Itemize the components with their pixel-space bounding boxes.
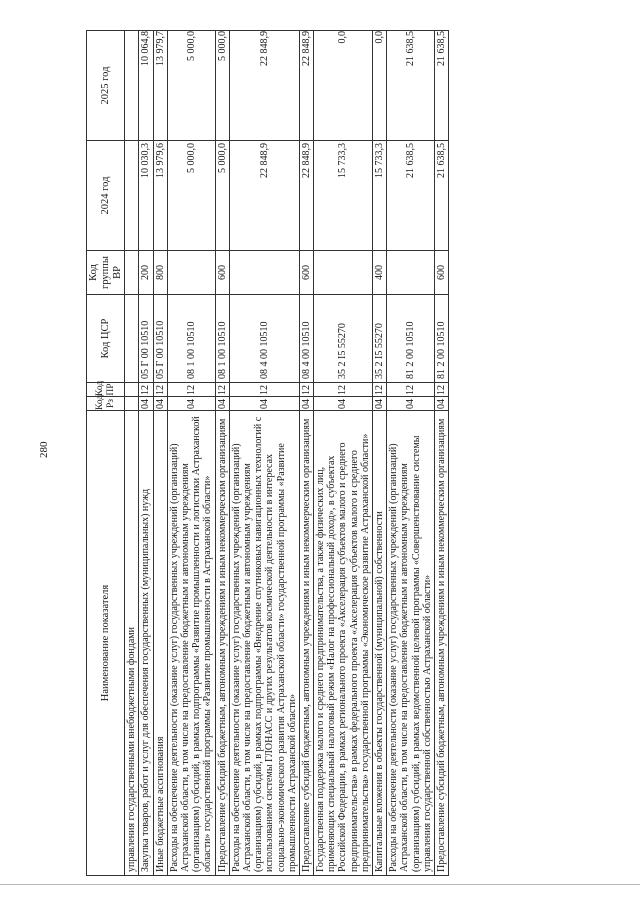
cell-rz: 04 [314, 397, 373, 411]
cell-2024: 15 733,3 [314, 141, 373, 251]
cell-rz: 04 [215, 397, 229, 411]
cell-csr: 08 4 00 10510 [299, 295, 313, 383]
rotated-page [86, 31, 449, 876]
cell-rz: 04 [229, 397, 299, 411]
cell-csr: 08 1 00 10510 [215, 295, 229, 383]
cell-name: Иные бюджетные ассигнования [153, 411, 167, 876]
cell-2025: 5 000,0 [215, 31, 229, 141]
header-pr: Код ПР [87, 383, 125, 397]
cell-vr [387, 251, 435, 295]
cell-pr: 12 [299, 383, 313, 397]
cell-pr: 12 [387, 383, 435, 397]
cell-pr: 12 [139, 383, 153, 397]
cell-vr: 400 [373, 251, 387, 295]
cell-csr: 81 2 00 10510 [434, 295, 448, 383]
cell-name: Предоставление субсидий бюджетным, автономным учреждениям и иным некоммерческим организациям [215, 411, 229, 876]
header-rz: Код Рз [87, 397, 125, 411]
cell-2025 [125, 31, 139, 141]
cell-rz: 04 [153, 397, 167, 411]
cell-name: Расходы на обеспечение деятельности (оказание услуг) государственных учреждений (организаций) Астраханской области, в том числе на предоставление бюджетным и автономным учреждениям (организациям) субсидий, в рамках ведомственной целевой программы «Совершенствование системы управления государственной собственностью Астраханской области» [387, 411, 435, 876]
cell-csr: 05 Г 00 10510 [139, 295, 153, 383]
cell-csr: 08 1 00 10510 [167, 295, 215, 383]
table-row [139, 31, 153, 876]
cell-2025: 22 848,9 [299, 31, 313, 141]
cell-vr: 600 [215, 251, 229, 295]
cell-csr: 81 2 00 10510 [387, 295, 435, 383]
cell-2024: 13 979,6 [153, 141, 167, 251]
cell-name: Предоставление субсидий бюджетным, автономным учреждениям и иным некоммерческим организациям [434, 411, 448, 876]
cell-2024 [125, 141, 139, 251]
cell-vr [167, 251, 215, 295]
cell-name: Предоставление субсидий бюджетным, автономным учреждениям и иным некоммерческим организациям [299, 411, 313, 876]
cell-rz: 04 [139, 397, 153, 411]
cell-2025: 13 979,7 [153, 31, 167, 141]
cell-name: управления государственными внебюджетными фондами [125, 411, 139, 876]
cell-rz: 04 [434, 397, 448, 411]
cell-2025: 0,0 [373, 31, 387, 141]
cell-2024: 22 848,9 [229, 141, 299, 251]
cell-csr: 35 2 I5 55270 [373, 295, 387, 383]
cell-2024: 5 000,0 [215, 141, 229, 251]
cell-vr: 800 [153, 251, 167, 295]
cell-2024: 21 638,5 [387, 141, 435, 251]
cell-pr: 12 [314, 383, 373, 397]
cell-2024: 10 030,3 [139, 141, 153, 251]
cell-vr [125, 251, 139, 295]
table-row [299, 31, 313, 876]
cell-vr: 600 [434, 251, 448, 295]
cell-2024: 21 638,5 [434, 141, 448, 251]
cell-vr: 200 [139, 251, 153, 295]
header-2024: 2024 год [87, 141, 125, 251]
cell-2025: 21 638,5 [434, 31, 448, 141]
cell-2025: 0,0 [314, 31, 373, 141]
table-row [373, 31, 387, 876]
cell-csr: 08 4 00 10510 [229, 295, 299, 383]
cell-pr: 12 [229, 383, 299, 397]
table-row [314, 31, 373, 876]
table-row [434, 31, 448, 876]
header-name: Наименование показателя [87, 411, 125, 876]
cell-rz: 04 [167, 397, 215, 411]
table-row [215, 31, 229, 876]
cell-2025: 22 848,9 [229, 31, 299, 141]
cell-2025: 10 064,8 [139, 31, 153, 141]
cell-rz [125, 397, 139, 411]
header-2025: 2025 год [87, 31, 125, 141]
table-row [229, 31, 299, 876]
table-row [167, 31, 215, 876]
cell-rz: 04 [299, 397, 313, 411]
cell-pr: 12 [215, 383, 229, 397]
cell-2024: 5 000,0 [167, 141, 215, 251]
cell-2025: 5 000,0 [167, 31, 215, 141]
cell-csr: 35 2 I5 55270 [314, 295, 373, 383]
cell-name: Капитальные вложения в объекты государственной (муниципальной) собственности [373, 411, 387, 876]
budget-table [86, 30, 449, 876]
cell-name: Государственная поддержка малого и среднего предпринимательства, а также физических лиц, применяющих специальный налоговый режим «Налог на профессиональный доход», в субъектах Российской Федерации, в рамках регионального проекта «Акселерация субъектов малого и среднего предпринимательства» в рамках федерального проекта «Акселерация субъектов малого и среднего предпринимательства» государственной программы «Экономическое развитие Астраханской области» [314, 411, 373, 876]
scan-edge-line [0, 884, 640, 885]
page-number: 280 [38, 441, 50, 458]
cell-name: Закупка товаров, работ и услуг для обеспечения государственных (муниципальных) нужд [139, 411, 153, 876]
cell-2024: 15 733,3 [373, 141, 387, 251]
cell-csr [125, 295, 139, 383]
cell-csr: 05 Г 00 10510 [153, 295, 167, 383]
cell-name: Расходы на обеспечение деятельности (оказание услуг) государственных учреждений (организаций) Астраханской области, в том числе на предоставление бюджетным и автономным учреждениям (организациям) субсидий, в рамках подпрограммы «Внедрение спутниковых навигационных технологий с использованием системы ГЛОНАСС и других результатов космической деятельности в интересах социально-экономического развития Астраханской области» государственной программы «Развитие промышленности Астраханской области» [229, 411, 299, 876]
cell-2025: 21 638,5 [387, 31, 435, 141]
cell-pr: 12 [373, 383, 387, 397]
header-csr: Код ЦСР [87, 295, 125, 383]
cell-pr [125, 383, 139, 397]
cell-vr [229, 251, 299, 295]
table-row [387, 31, 435, 876]
cell-pr: 12 [153, 383, 167, 397]
cell-vr [314, 251, 373, 295]
cell-vr: 600 [299, 251, 313, 295]
cell-pr: 12 [434, 383, 448, 397]
table-header-row [87, 31, 125, 876]
table-row [125, 31, 139, 876]
cell-pr: 12 [167, 383, 215, 397]
cell-rz: 04 [373, 397, 387, 411]
cell-name: Расходы на обеспечение деятельности (оказание услуг) государственных учреждений (организаций) Астраханской области, в том числе на предоставление бюджетным и автономным учреждениям (организациям) субсидий, в рамках подпрограммы «Развитие промышленности и логистики Астраханской области» государственной программы «Развитие промышленности в Астраханской области» [167, 411, 215, 876]
cell-rz: 04 [387, 397, 435, 411]
table-row [153, 31, 167, 876]
cell-2024: 22 848,9 [299, 141, 313, 251]
header-vr: Код группы ВР [87, 251, 125, 295]
